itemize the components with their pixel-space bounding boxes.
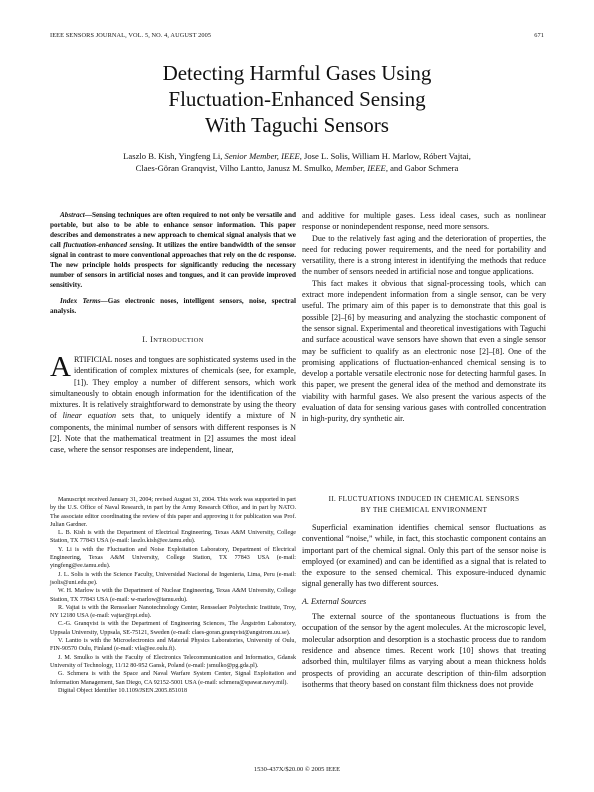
footnote-paragraph: Manuscript received January 31, 2004; revised August 31, 2004. This work was supported in part by the U.S. Office of Naval Research, in part by the Army Research Office, and in part by NATO. The associate editor coordinating the review of this paper and approving it for publication was Prof. Julian Gardner. [50, 497, 296, 528]
footnote-paragraph: V. Lantto is with the Microelectronics and Material Physics Laboratories, University of Oulu, FIN-90570 Oulu, Finland (e-mail: vila@ee.oulu.fi). [50, 638, 296, 653]
footnote-paragraph: L. B. Kish is with the Department of Electrical Engineering, Texas A&M University, College Station, TX 77843 USA (e-mail: laszlo.kish@ee.tamu.edu). [50, 530, 296, 545]
index-terms-lead: Index Terms— [60, 297, 108, 305]
section-heading-line-1: II. FLUCTUATIONS INDUCED IN CHEMICAL SENSORS [328, 495, 520, 503]
drop-cap: A [50, 351, 71, 383]
section-number: I. [142, 335, 151, 344]
abstract-text-a: Sensing techniques are often required to not only be versatile and portable, but also to be able to enhance sensor information. This paper describes and demonstrates a new approach to chemical signal analysis that we call [50, 211, 296, 249]
footnote-block [50, 496, 296, 695]
author-membership-a: Senior Member, IEEE [224, 151, 300, 161]
title-line-3: With Taguchi Sensors [205, 113, 389, 137]
author-membership-b: Member, IEEE [335, 163, 386, 173]
index-terms [50, 296, 296, 316]
author-line-1 [0, 150, 594, 162]
copyright-footer: 1530-437X/$20.00 © 2005 IEEE [253, 766, 341, 773]
section-heading-first: I [150, 335, 154, 344]
abstract [50, 210, 296, 290]
author-line-2 [0, 162, 594, 174]
title-line-1: Detecting Harmful Gases Using [162, 61, 432, 85]
footnote-paragraph: J. M. Smulko is with the Faculty of Electronics Telecommunication and Informatics, Gdansk University of Technology, 11/12 80-952 Gansk, Poland (e-mail: jsmulko@pg.gda.pl). [50, 654, 296, 669]
section-heading-rest: NTRODUCTION [153, 337, 204, 344]
section-heading-introduction [50, 334, 296, 346]
footnote-paragraph: G. Schmera is with the Space and Naval Warfare System Center, Signal Exploitation and Information Management, San Diego, CA 92152-5001 USA (e-mail: schmera@spawar.navy.mil). [50, 671, 296, 686]
footnote-paragraph: C.-G. Granqvist is with the Department of Engineering Sciences, The Ångström Laboratory, Uppsala University, Uppsala, SE-75121, Sweden (e-mail: claes-goran.granqvist@angstrom.uu.se). [50, 621, 296, 636]
body-paragraph: and additive for multiple gases. Less ideal cases, such as nonlinear response or nonindependent response, need more sensors. [302, 211, 546, 232]
journal-header: IEEE SENSORS JOURNAL, VOL. 5, NO. 4, AUGUST 2005 [50, 32, 212, 39]
left-column [50, 210, 296, 456]
abstract-lead: Abstract— [60, 211, 92, 219]
author-names-b: , Jose L. Solis, William H. Marlow, Róbert Vajtai, [299, 151, 471, 161]
title-line-2: Fluctuation-Enhanced Sensing [168, 87, 426, 111]
intro-emphasis: linear equation [62, 411, 117, 421]
body-paragraph: Due to the relatively fast aging and the deterioration of properties, the need for reducing power requirements, and the need for portability and versatility, there is a strong interest in identifying the methods that reduce the number of sensors needed in artificial nose and tongue applications. [302, 233, 546, 277]
page-number: 671 [534, 32, 544, 39]
author-names-d: , and Gabor Schmera [385, 163, 459, 173]
footnote-paragraph: W. H. Marlow is with the Department of Nuclear Engineering, Texas A&M University, College Station, TX 77843 USA (e-mail: w-marlow@tamu.edu). [50, 588, 296, 603]
body-paragraph: The external source of the spontaneous fluctuations is from the occupation of the sensor by the agent molecules. At the microscopic level, molecular adsorption and desorption is a stochastic process due to random residence and absence times. Recent work [10] shows that treating adsorbed thin, multilayer films as varying about a mean thickness holds prospects of providing an accurate description of thin-film adsorption isotherms that theory based on constant film thickness does not provide [302, 612, 546, 689]
footnote-paragraph: R. Vajtai is with the Rensselaer Nanotechnology Center, Rensselaer Polytechnic Institute, Troy, NY 12180 USA (e-mail: vajtar@rpi.edu). [50, 604, 296, 620]
footnote-paragraph: Y. Li is with the Fluctuation and Noise Exploitation Laboratory, Department of Electrical Engineering, Texas A&M University, College Station, TX 77843 USA (e-mail: yingfeng@ee.tamu.edu). [50, 546, 296, 570]
abstract-text-b: . It utilizes the entire bandwidth of the sensor signal in contrast to more conventional approaches that rely on the dc response. The new principle holds prospects for significantly reducing the necessary number of sensors in artificial noses and tongues, and it can provide improved sensitivity. [50, 241, 296, 289]
intro-text-b: sets that, to uniquely identify a mixture of N components, the minimal number of sensors with different responses is N [2]. Note that the mathematical treatment in [2] assumes the most ideal case, where the sensor responses are independent, linear, [50, 411, 296, 455]
index-terms-text: Gas electronic noses, intelligent sensors, noise, spectral analysis. [50, 297, 297, 315]
abstract-term: fluctuation-enhanced sensing [63, 241, 152, 249]
footnote-paragraph: J. L. Solis is with the Science Faculty, Universidad Nacional de Ingenieria, Lima, Peru (e-mail: jsolis@uni.edu.pe). [50, 571, 296, 586]
body-paragraph: Superficial examination identifies chemical sensor fluctuations as conventional “noise,” while, in fact, this stochastic component contains an important part of the chemical signal. Only this part of the sensor noise is employed (or examined) and can be identified as a signal that is related to the exposure to the sensed chemical. This exposure-induced dynamic signal generally has two different sources. [302, 523, 546, 589]
body-paragraph: This fact makes it obvious that signal-processing tools, which can extract more independent information from a single sensor, can be very useful. The primary aim of this paper is to demonstrate that this goal is possible [2]–[6] by measuring and analyzing the stochastic component of the sensor signal. Experimental and theoretical investigations with Taguchi and surface acoustical wave sensors have shown that even a single sensor may be sufficient to qualify as an electronic nose [2]–[8]. One of the promising applications of fluctuation-enhanced chemical sensing is to develop a portable versatile electronic nose for detecting harmful gases. In this paper, we present the general idea of the method and demonstrate its viability with harmful gases. We also present the various aspects of the evaluation of data for sensing various gases with controlled concentration in high-purity, dry synthetic air. [302, 278, 546, 424]
intro-text-a: RTIFICIAL noses and tongues are sophisticated systems used in the identification of complex mixtures of chemicals (see, for example, [1]). They employ a number of different sensors, which work simultaneously to obtain enough information for the identification of the mixtures. It is relatively straightforward to demonstrate by using the theory of [50, 355, 296, 421]
footnote-paragraph: Digital Object Identifier 10.1109/JSEN.2005.851018 [58, 687, 188, 694]
subsection-heading: A. External Sources [302, 596, 367, 606]
section-heading-fluctuations [302, 494, 546, 516]
author-names-c: Claes-Göran Granqvist, Vilho Lantto, Janusz M. Smulko, [135, 163, 336, 173]
paper-title [0, 60, 594, 138]
section-heading-line-2: BY THE CHEMICAL ENVIRONMENT [360, 506, 488, 514]
author-names-a: Laszlo B. Kish, Yingfeng Li, [123, 151, 225, 161]
intro-paragraph [50, 351, 296, 456]
section-2 [302, 494, 546, 690]
right-column [302, 210, 546, 425]
author-list [0, 150, 594, 174]
